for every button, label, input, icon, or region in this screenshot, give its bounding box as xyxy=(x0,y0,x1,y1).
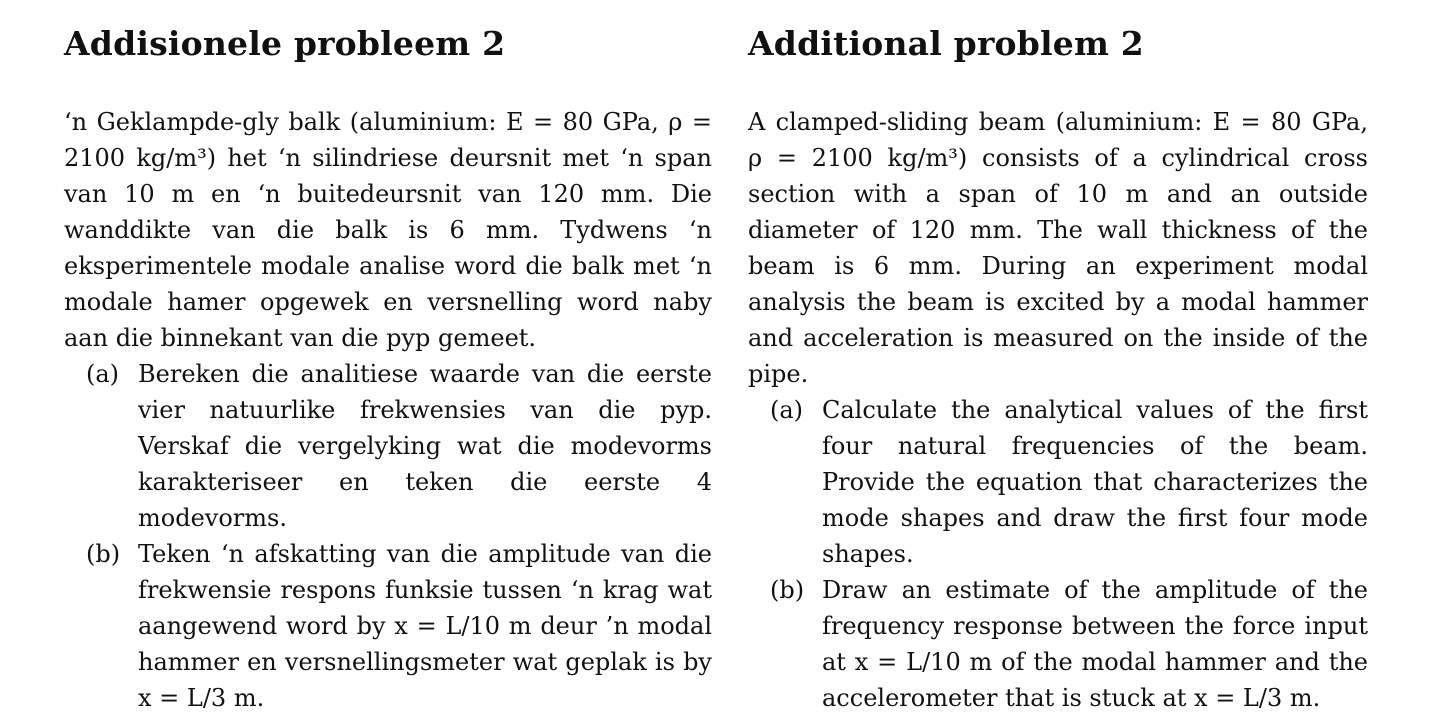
question-b-marker: (b) xyxy=(86,540,121,568)
english-question-list xyxy=(748,392,1368,716)
english-column xyxy=(748,22,1368,716)
afrikaans-intro: ‘n Geklampde-gly balk (aluminium: E = 80 GPa, ρ = 2100 kg/m³) het ‘n silindriese deursnit met ‘n span van 10 m en ‘n buitedeursnit van 120 mm. Die wanddikte van die balk is 6 mm. Tydwens ‘n eksperimentele modale analise word die balk met ‘n modale hamer opgewek en versnelling word naby aan die binnekant van die pyp gemeet. xyxy=(64,108,712,352)
question-b-text: Draw an estimate of the amplitude of the frequency response between the force input at x = L/10 m of the modal hammer and the accelerometer that is stuck at x = L/3 m. xyxy=(822,576,1368,712)
question-a-marker: (a) xyxy=(770,396,804,424)
afrikaans-question-a xyxy=(64,356,712,536)
afrikaans-title: Addisionele probleem 2 xyxy=(64,24,506,63)
afrikaans-column xyxy=(64,22,712,716)
english-question-b xyxy=(748,572,1368,716)
question-a-text: Bereken die analitiese waarde van die eerste vier natuurlike frekwensies van die pyp. Verskaf die vergelyking wat die modevorms karakteriseer en teken die eerste 4 modevorms. xyxy=(138,360,712,532)
question-b-text: Teken ‘n afskatting van die amplitude van die frekwensie respons funksie tussen ‘n krag wat aangewend word by x = L/10 m deur ’n modal hammer en versnellingsmeter wat geplak is by x = L/3 m. xyxy=(138,540,712,712)
question-b-marker: (b) xyxy=(770,576,805,604)
question-a-text: Calculate the analytical values of the first four natural frequencies of the beam. Provide the equation that characterizes the mode shapes and draw the first four mode shapes. xyxy=(822,396,1368,568)
question-a-marker: (a) xyxy=(86,360,120,388)
english-intro: A clamped-sliding beam (aluminium: E = 80 GPa, ρ = 2100 kg/m³) consists of a cylindrical cross section with a span of 10 m and an outside diameter of 120 mm. The wall thickness of the beam is 6 mm. During an experiment modal analysis the beam is excited by a modal hammer and acceleration is measured on the inside of the pipe. xyxy=(748,108,1368,388)
afrikaans-question-list xyxy=(64,356,712,716)
english-title: Additional problem 2 xyxy=(748,24,1144,63)
english-question-a xyxy=(748,392,1368,572)
afrikaans-question-b xyxy=(64,536,712,716)
